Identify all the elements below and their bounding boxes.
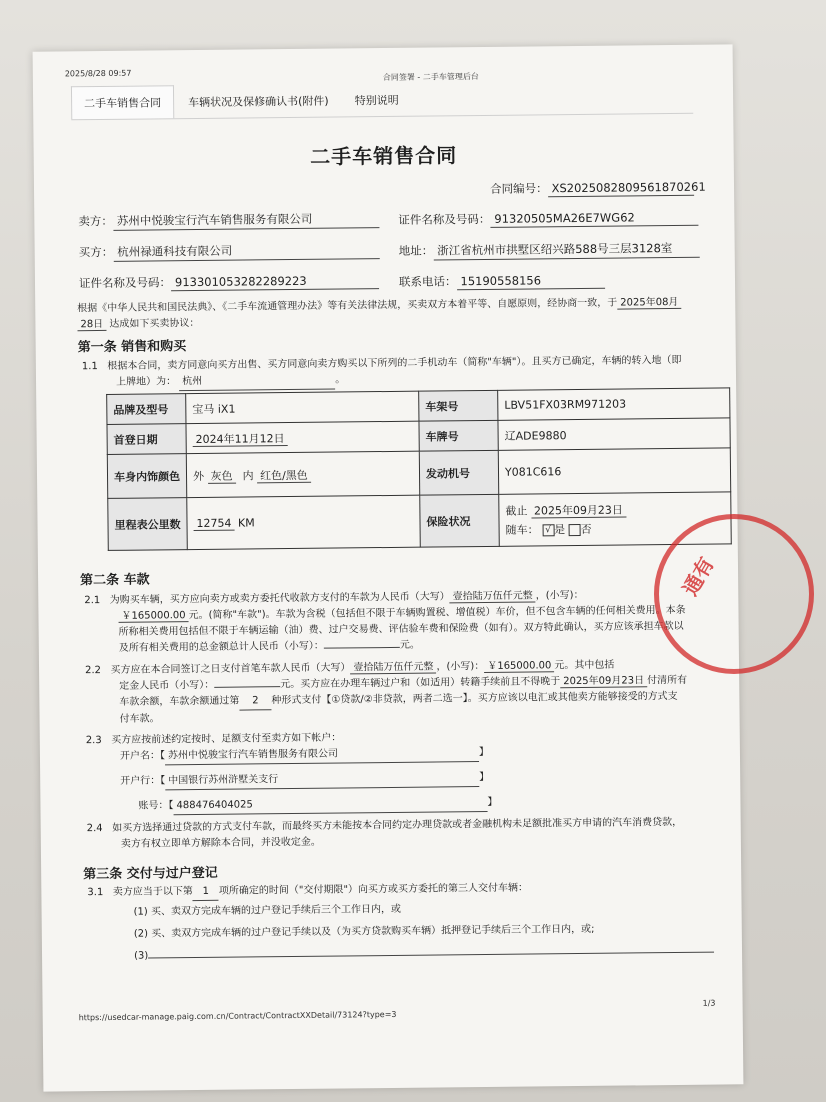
seller-name: 苏州中悦骏宝行汽车销售服务有限公司	[113, 210, 379, 231]
p22-text-4: 付车款。	[119, 713, 160, 725]
article3-p31	[87, 879, 714, 966]
seller-cert-row	[398, 209, 698, 229]
contract-number: XS2025082809561870261	[547, 180, 693, 198]
int-color: 红色/黑色	[257, 468, 311, 483]
p23-num: 2.3	[85, 735, 102, 747]
p21-amount: ￥165000.00	[118, 610, 188, 623]
p31-option-2: (2) 买、卖双方完成车辆的过户登记手续以及（为买方贷款购买车辆）抵押登记手续后三个工作日内，或;	[133, 923, 595, 940]
table-row	[108, 492, 732, 551]
address-row	[399, 240, 700, 261]
vin-value: LBV51FX03RM971203	[498, 388, 730, 420]
acct-no: 488476404025	[173, 795, 487, 815]
buyer-row	[79, 241, 380, 262]
engine-value: Y081C616	[498, 448, 730, 494]
article1-heading: 第一条 销售和购买	[77, 339, 187, 356]
p31-option-1: (1) 买、卖双方完成车辆的过户登记手续后三个工作日内，或	[133, 903, 401, 918]
p11-text-1: 根据本合同，卖方同意向买方出售、买方同意向卖方购买以下所列的二手机动车（简称"车辆"）。且买方已确定，车辆的转入地（即	[107, 354, 682, 372]
seller-label: 卖方：	[78, 213, 113, 229]
contract-title: 二手车销售合同	[310, 143, 458, 169]
plate-label: 车牌号	[419, 420, 498, 451]
address: 浙江省杭州市拱墅区绍兴路588号三层3128室	[433, 240, 699, 261]
vin-label: 车架号	[419, 390, 498, 421]
p21-text-4b: 元。	[399, 639, 420, 651]
print-datetime: 2025/8/28 09:57	[64, 68, 132, 79]
p11-text-2: 上牌地）为：	[115, 376, 177, 388]
tab-special-notes[interactable]: 特别说明	[354, 93, 399, 108]
bank: 中国银行苏州浒墅关支行	[165, 770, 479, 790]
p22-deposit-blank	[214, 686, 280, 688]
buyer-name: 杭州禄通科技有限公司	[113, 241, 379, 262]
color-label: 车身内饰颜色	[107, 454, 186, 499]
p31-text-1a: 卖方应当于以下第	[112, 886, 193, 898]
company-seal	[654, 514, 814, 674]
seller-cert-label: 证件名称及号码：	[398, 211, 491, 227]
p22-date: 2025年09月23日	[560, 675, 647, 688]
acct-name-label: 开户名：【	[119, 750, 166, 762]
preamble-text-2: 达成如下买卖协议：	[109, 317, 200, 330]
vehicle-table	[106, 387, 732, 551]
reg-date-label: 首登日期	[107, 424, 186, 455]
buyer-cert-row	[79, 272, 379, 292]
acct-no-close: 】	[487, 796, 498, 808]
p21-text-4: 及所有相关费用的总金额总计人民币（小写）：	[118, 640, 324, 654]
seal-text-fragment: 通有	[677, 552, 719, 600]
article2-p21	[84, 587, 686, 657]
contract-number-row	[489, 179, 706, 198]
tab-vehicle-condition[interactable]: 车辆状况及保修确认书(附件)	[188, 94, 329, 110]
address-label: 地址：	[398, 243, 434, 258]
buyer-cert: 913301053282289223	[171, 273, 379, 291]
contract-page	[33, 44, 744, 1091]
bank-label: 开户行：【	[120, 775, 166, 787]
preamble	[77, 295, 681, 333]
mileage: 12754	[193, 517, 234, 531]
p22-option: 2	[239, 693, 271, 710]
yes-checkbox[interactable]: √	[542, 524, 554, 536]
int-prefix: 内	[242, 468, 254, 483]
print-page-title: 合同签署 - 二手车管理后台	[382, 72, 479, 83]
ins-until-prefix: 截止	[505, 504, 528, 518]
no-label: 否	[580, 522, 592, 536]
article2-p23	[86, 729, 498, 816]
bank-close: 】	[479, 771, 490, 784]
footer-page: 1/3	[702, 998, 716, 1008]
p22-num: 2.2	[85, 665, 102, 677]
p22-text-3b: 种形式支付【①贷款/②非贷款，两者二选一】。买方应该以电汇或其他卖方能够接受的方式支	[271, 690, 678, 707]
ext-prefix: 外	[192, 469, 205, 483]
insurance-label: 保险状况	[420, 494, 500, 547]
p22-amount: ￥165000.00	[484, 660, 554, 673]
reg-date: 2024年11月12日	[193, 432, 288, 447]
p22-text-1c: 元。其中包括	[554, 659, 615, 672]
p21-num: 2.1	[84, 595, 101, 607]
acct-name: 苏州中悦骏宝行汽车销售服务有限公司	[165, 745, 479, 765]
model-value: 宝马 iX1	[186, 391, 419, 423]
preamble-text-1: 根据《中华人民共和国民法典》、《二手车流通管理办法》等有关法律法规，买卖双方本着平等、自愿原则，经协商一致，于	[77, 297, 618, 315]
follow-label: 随车：	[505, 523, 539, 537]
article3-heading: 第三条 交付与过户登记	[83, 865, 218, 883]
transfer-city: 杭州	[179, 373, 335, 392]
acct-no-label: 账号：【	[138, 800, 174, 812]
buyer-label: 买方：	[78, 244, 114, 260]
p22-text-1b: ，(小写)：	[436, 660, 485, 673]
article2-p22	[85, 657, 688, 728]
acct-name-close: 】	[478, 746, 489, 759]
p24-num: 2.4	[86, 823, 103, 835]
p31-text-1b: 项所确定的时间（"交付期限"）向买方或买方委托的第三人交付车辆：	[218, 882, 529, 897]
p21-text-1b: ，(小写)：	[535, 589, 584, 602]
footer-url: https://usedcar-manage.paig.com.cn/Contract/ContractXXDetail/73124?type=3	[78, 1009, 397, 1023]
table-row	[107, 448, 730, 499]
color-value	[186, 451, 419, 497]
article2-heading: 第二条 车款	[80, 572, 150, 589]
ins-until: 2025年09月23日	[531, 504, 626, 519]
phone-label: 联系电话：	[398, 274, 457, 289]
p11-num: 1.1	[81, 361, 98, 373]
buyer-cert-label: 证件名称及号码：	[78, 275, 172, 291]
p31-option-3: (3)	[133, 950, 149, 962]
p22-text-2b: 元。买方应在办理车辆过户和（如适用）转籍手续前且不得晚于	[280, 676, 561, 691]
p22-text-2c: 付清所有	[647, 674, 688, 687]
engine-label: 发动机号	[419, 450, 498, 495]
p22-text-1a: 买方应在本合同签订之日支付首笔车款人民币（大写）	[110, 662, 351, 676]
p22-text-2a: 定金人民币（小写）：	[119, 679, 215, 692]
phone-row	[399, 272, 605, 291]
yes-label: 是	[554, 523, 566, 537]
no-checkbox[interactable]	[569, 524, 581, 536]
p21-amount-cn: 壹拾陆万伍仟元整	[450, 590, 536, 603]
reg-date-value	[186, 421, 419, 453]
preamble-date-1: 2025年08月	[617, 297, 681, 310]
ext-color: 灰色	[207, 469, 235, 483]
tab-bar	[71, 82, 413, 120]
phone: 15190558156	[456, 273, 604, 291]
mileage-value	[187, 495, 421, 549]
p23-text-1: 买方应按前述约定按时、足额支付至卖方如下帐户：	[111, 732, 342, 746]
p21-text-1a: 为购买车辆，买方应向卖方或卖方委托代收款方支付的车款为人民币（大写）	[109, 591, 450, 606]
mileage-unit: KM	[237, 516, 255, 530]
mileage-label: 里程表公里数	[108, 498, 188, 551]
tab-sales-contract[interactable]: 二手车销售合同	[71, 85, 174, 119]
plate-value: 辽ADE9880	[498, 418, 730, 450]
p24-text-2: 卖方有权立即单方解除本合同，并没收定金。	[120, 836, 321, 850]
p31-option-3-blank	[148, 952, 714, 959]
model-label: 品牌及型号	[107, 394, 186, 425]
p31-num: 3.1	[87, 886, 104, 899]
p22-amount-cn: 壹拾陆万伍仟元整	[350, 661, 436, 674]
article2-p24	[87, 815, 683, 853]
article1-p11: 1.1 根据本合同，卖方同意向买方出售、买方同意向卖方购买以下所列的二手机动车（简称"车辆"）。且买方已确定，车辆的转入地（即 上牌地）为： 杭州 。	[82, 353, 682, 392]
p24-text-1: 如买方选择通过贷款的方式支付车款，而最终买方未能按本合同约定办理贷款或者金融机构未足额批准买方申请的汽车消费贷款，	[112, 816, 683, 834]
p21-text-2: 元。(简称"车款")。车款为含税（包括但不限于车辆购置税、增值税）车价，但不包含车辆的任何相关费用。本条	[188, 604, 686, 622]
seller-cert: 91320505MA26E7WG62	[490, 210, 698, 228]
seller-row	[78, 210, 379, 231]
p31-option: 1	[193, 884, 219, 901]
preamble-date-2: 28日	[77, 319, 106, 331]
p21-total-blank	[324, 647, 400, 649]
p21-text-3: 所称相关费用包括但不限于车辆运输（油）费、过户交易费、评估验车费和保险费（如有）。双方特此确认，买方应该承担车款以	[118, 620, 684, 638]
p22-text-3a: 车款余额，车款余额通过第	[119, 695, 240, 708]
contract-number-label: 合同编号：	[489, 181, 548, 196]
